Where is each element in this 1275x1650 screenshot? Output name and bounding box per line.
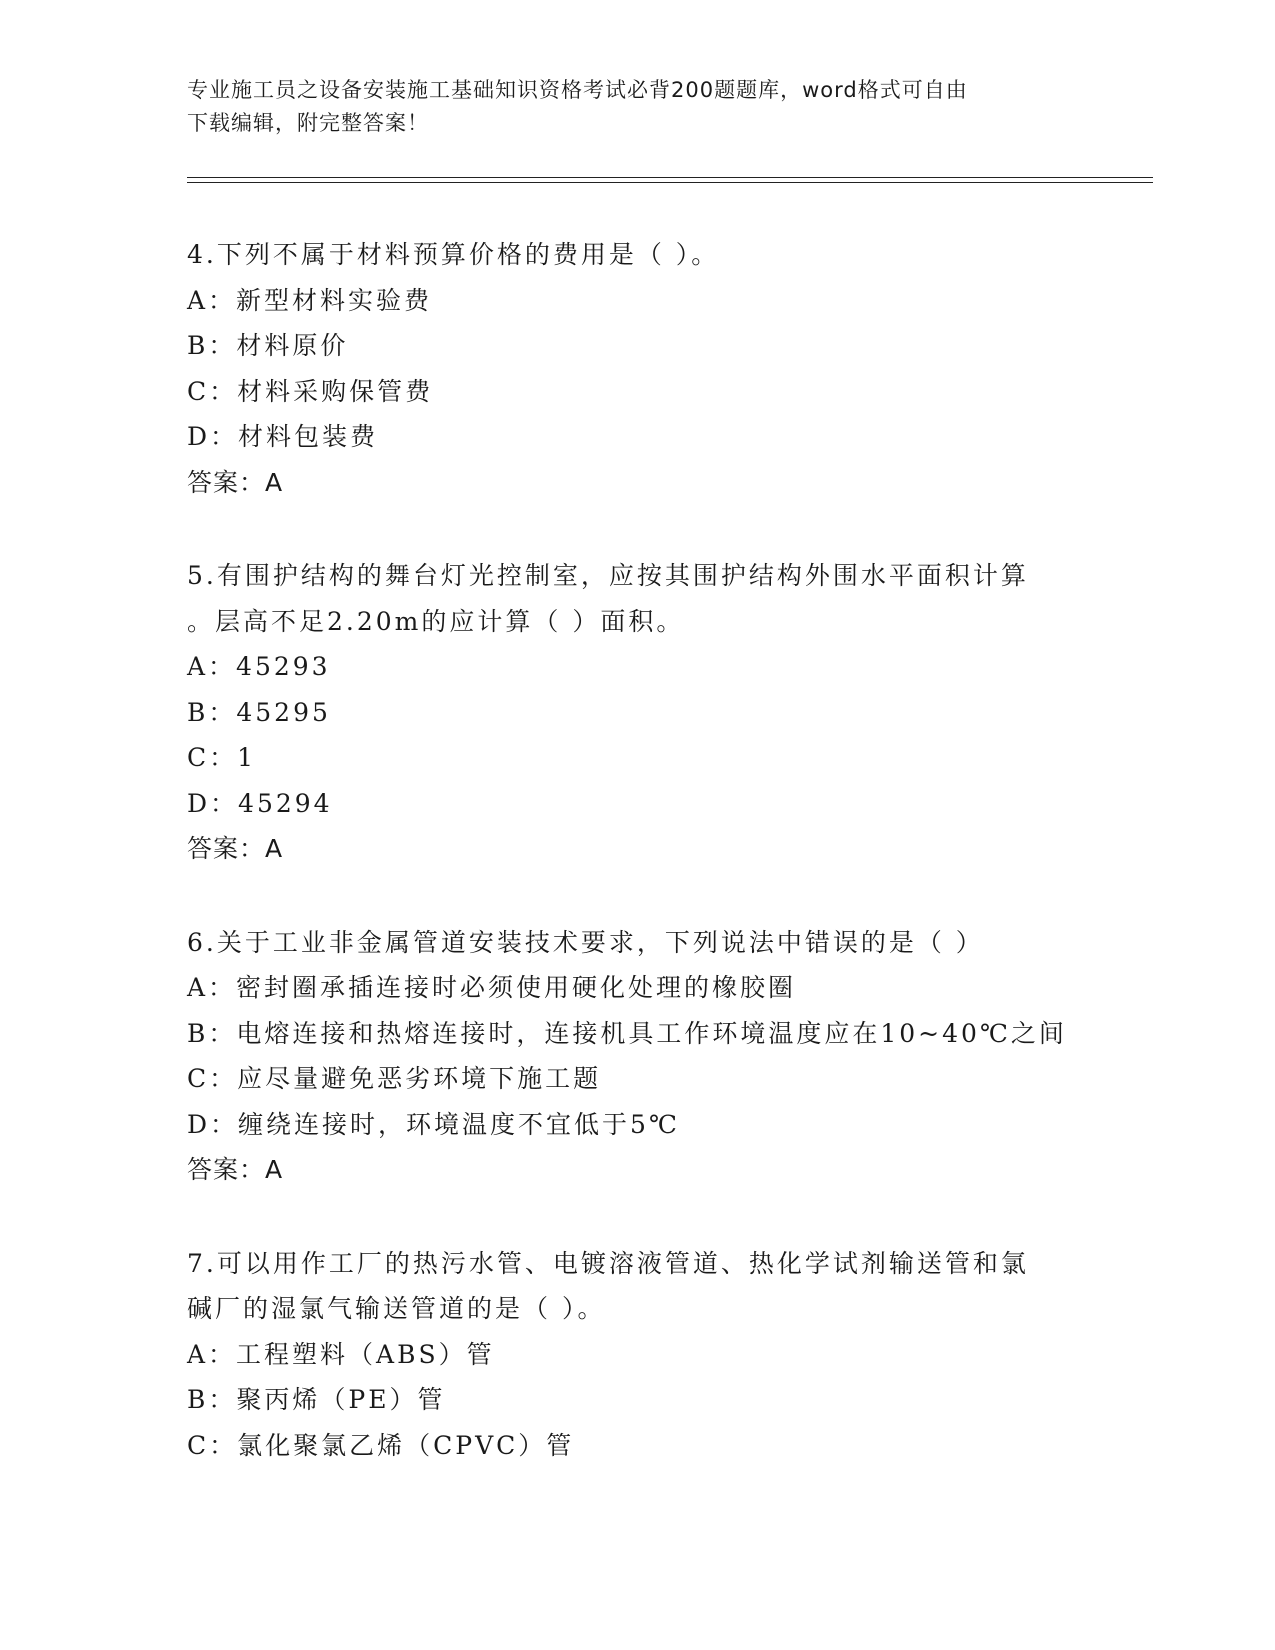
- question-text-continued: 。层高不足2.20m的应计算（ ）面积。: [187, 606, 685, 636]
- header-line-2: 下载编辑，附完整答案！: [187, 111, 429, 135]
- question-text: 6.关于工业非金属管道安装技术要求，下列说法中错误的是（ ）: [187, 927, 984, 957]
- question-4: [187, 232, 1087, 505]
- option-c: C：应尽量避免恶劣环境下施工题: [187, 1064, 602, 1093]
- option-c: C：氯化聚氯乙烯（CPVC）管: [187, 1430, 575, 1460]
- option-b: B：聚丙烯（PE）管: [187, 1385, 446, 1414]
- question-5: [187, 553, 1087, 872]
- question-6: [187, 920, 1087, 1193]
- option-b: B：电熔连接和热熔连接时，连接机具工作环境温度应在10~40℃之间: [187, 1018, 1067, 1048]
- option-b: B：45295: [187, 697, 331, 727]
- option-a: A：密封圈承插连接时必须使用硬化处理的橡胶圈: [187, 973, 797, 1002]
- question-text-continued: 碱厂的湿氯气输送管道的是（ ）。: [187, 1294, 606, 1323]
- header-rule-top: [187, 177, 1153, 178]
- option-d: D：缠绕连接时，环境温度不宜低于5℃: [187, 1109, 680, 1139]
- question-7: [187, 1241, 1087, 1469]
- option-d: D：45294: [187, 788, 333, 818]
- question-list: [187, 232, 1087, 1516]
- option-a: A：工程塑料（ABS）管: [187, 1339, 495, 1369]
- document-header: [187, 74, 1087, 140]
- option-d: D：材料包装费: [187, 422, 379, 451]
- option-a: A：45293: [187, 652, 331, 681]
- header-line-1: 专业施工员之设备安装施工基础知识资格考试必背200题题库，word格式可自由: [187, 78, 968, 102]
- answer-label: 答案：A: [187, 1155, 284, 1184]
- question-text: 5.有围护结构的舞台灯光控制室，应按其围护结构外围水平面积计算: [187, 561, 1029, 590]
- option-c: C：材料采购保管费: [187, 376, 434, 406]
- option-b: B：材料原价: [187, 331, 349, 360]
- header-rule-bottom: [187, 182, 1153, 183]
- option-a: A：新型材料实验费: [187, 285, 433, 315]
- answer-label: 答案：A: [187, 834, 284, 863]
- answer-label: 答案：A: [187, 467, 284, 497]
- question-text: 4.下列不属于材料预算价格的费用是（ ）。: [187, 240, 720, 269]
- question-text: 7.可以用作工厂的热污水管、电镀溶液管道、热化学试剂输送管和氯: [187, 1248, 1029, 1278]
- option-c: C：1: [187, 743, 257, 772]
